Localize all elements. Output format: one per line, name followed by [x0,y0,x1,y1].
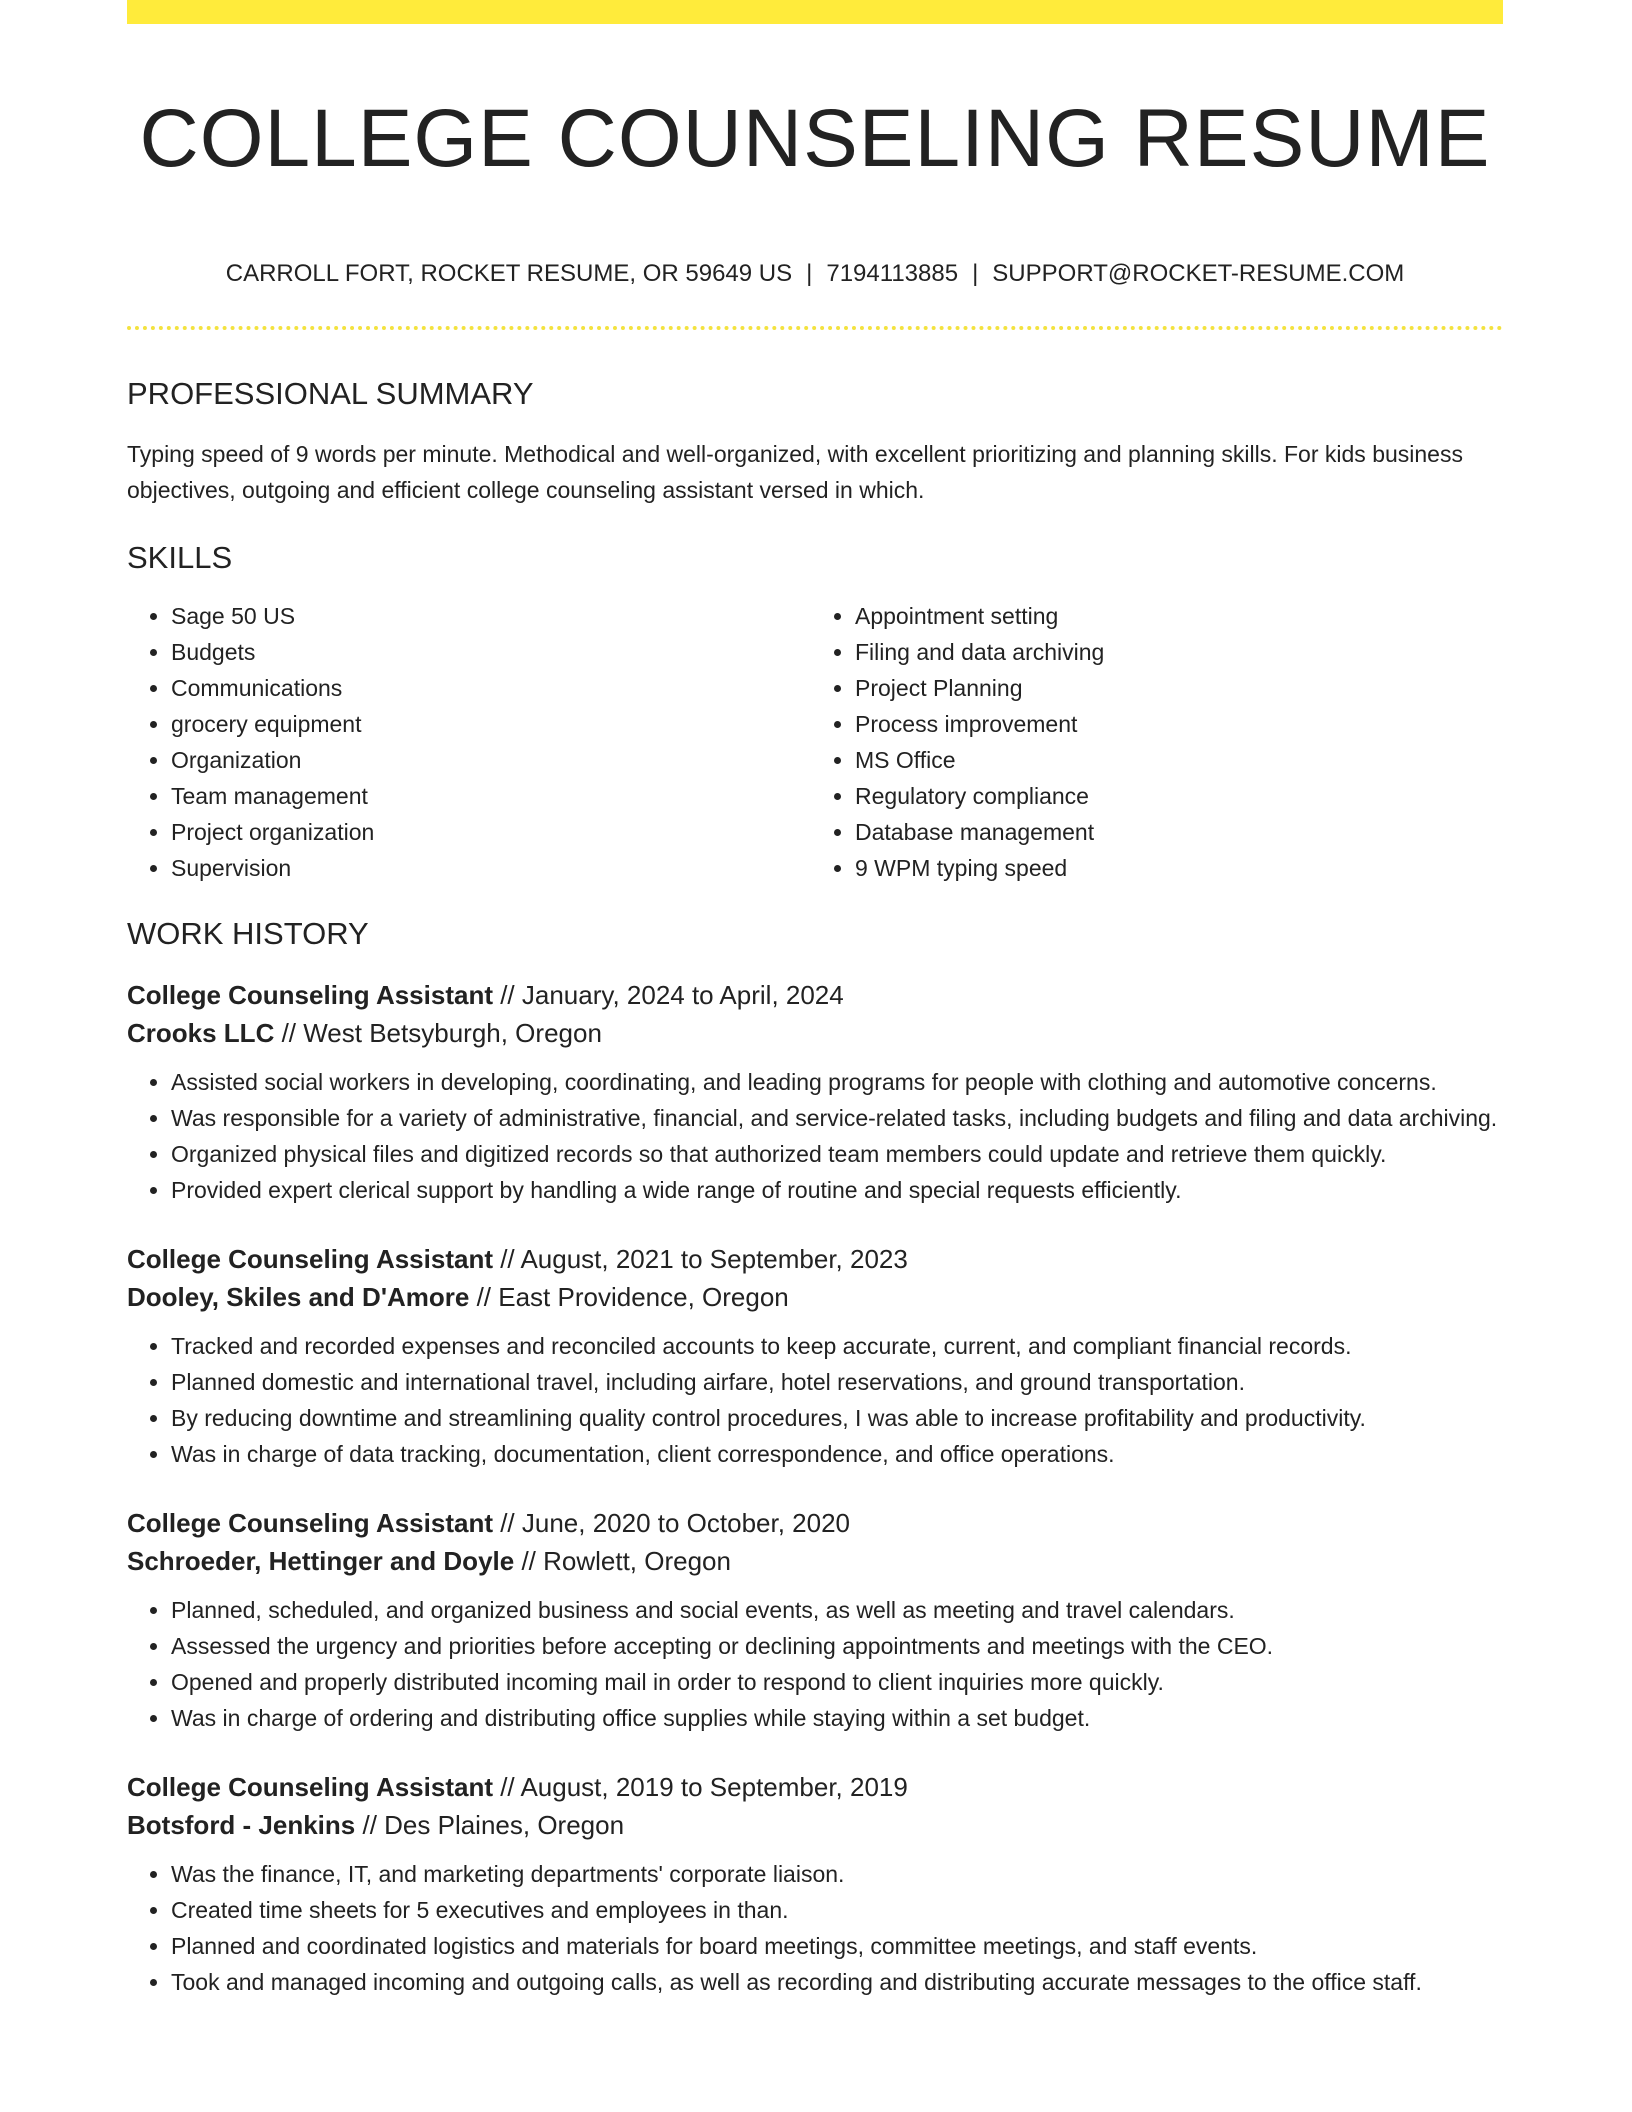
skill-item: • MS Office [855,742,1489,778]
job-location: // Des Plaines, Oregon [355,1810,625,1840]
skill-item: • Appointment setting [855,598,1489,634]
job-bullet: • Created time sheets for 5 executives and employees in than. [171,1892,1503,1928]
job-role: College Counseling Assistant [127,1772,493,1802]
job-dates: // August, 2019 to September, 2019 [492,1772,908,1802]
job-bullet: • Provided expert clerical support by handling a wide range of routine and special requests efficiently. [171,1172,1503,1208]
skill-item: • Database management [855,814,1489,850]
job-dates: // August, 2021 to September, 2023 [492,1244,908,1274]
top-accent-bar [127,0,1503,24]
contact-email: SUPPORT@ROCKET-RESUME.COM [992,260,1405,287]
skill-item: • grocery equipment [171,706,805,742]
job-company: Dooley, Skiles and D'Amore [127,1282,470,1312]
skill-item: • Filing and data archiving [855,634,1489,670]
skill-item: • Process improvement [855,706,1489,742]
resume-page [127,0,1503,2000]
job-bullet: • Opened and properly distributed incoming mail in order to respond to client inquiries more quickly. [171,1664,1503,1700]
job-dates: // January, 2024 to April, 2024 [492,980,844,1010]
job-company: Schroeder, Hettinger and Doyle [127,1546,515,1576]
job-company: Crooks LLC [127,1018,275,1048]
job-bullet: • Took and managed incoming and outgoing calls, as well as recording and distributing accurate messages to the office staff. [171,1964,1503,2000]
job-bullet: • Assisted social workers in developing, coordinating, and leading programs for people with clothing and automotive concerns. [171,1064,1503,1100]
skill-item: • Organization [171,742,805,778]
job-title-line [127,1240,1503,1278]
job-bullets [127,1064,1503,1208]
job-title-line [127,976,1503,1014]
skills-list [127,598,1503,886]
skills-column-left [127,598,805,886]
job-bullet: • Planned and coordinated logistics and materials for board meetings, committee meetings, and staff events. [171,1928,1503,1964]
resume-title: COLLEGE COUNSELING RESUME [139,93,1491,184]
job-bullet: • Planned domestic and international travel, including airfare, hotel reservations, and ground transportation. [171,1364,1503,1400]
job-bullet: • Organized physical files and digitized records so that authorized team members could update and retrieve them quickly. [171,1136,1503,1172]
skill-item: • 9 WPM typing speed [855,850,1489,886]
work-history-heading: WORK HISTORY [127,916,369,951]
job-location: // West Betsyburgh, Oregon [274,1018,602,1048]
job-bullet: • Was the finance, IT, and marketing departments' corporate liaison. [171,1856,1503,1892]
job-entry [127,976,1503,1208]
skill-item: • Sage 50 US [171,598,805,634]
skill-item: • Project organization [171,814,805,850]
job-company: Botsford - Jenkins [127,1810,356,1840]
job-title-line [127,1504,1503,1542]
job-bullet: • Was in charge of ordering and distributing office supplies while staying within a set budget. [171,1700,1503,1736]
job-bullet: • Was in charge of data tracking, documentation, client correspondence, and office operations. [171,1436,1503,1472]
job-company-line [127,1542,1503,1580]
job-bullet: • Was responsible for a variety of administrative, financial, and service-related tasks, including budgets and filing and data archiving. [171,1100,1503,1136]
skills-column-right [805,598,1489,886]
contact-separator: | [806,260,813,287]
job-company-line [127,1806,1503,1844]
contact-phone: 7194113885 [826,260,959,287]
skill-item: • Team management [171,778,805,814]
job-bullet: • By reducing downtime and streamlining quality control procedures, I was able to increase profitability and productivity. [171,1400,1503,1436]
job-bullets [127,1856,1503,2000]
summary-heading: PROFESSIONAL SUMMARY [127,376,534,411]
job-bullets [127,1592,1503,1736]
job-entry [127,1240,1503,1472]
skill-item: • Budgets [171,634,805,670]
job-role: College Counseling Assistant [127,1508,493,1538]
dotted-divider [127,326,1503,330]
contact-separator: | [972,260,979,287]
job-role: College Counseling Assistant [127,1244,493,1274]
job-bullet: • Planned, scheduled, and organized business and social events, as well as meeting and travel calendars. [171,1592,1503,1628]
job-bullet: • Assessed the urgency and priorities before accepting or declining appointments and meetings with the CEO. [171,1628,1503,1664]
job-company-line [127,1278,1503,1316]
job-role: College Counseling Assistant [127,980,493,1010]
contact-address: CARROLL FORT, ROCKET RESUME, OR 59649 US [225,260,793,287]
job-entry [127,1504,1503,1736]
skill-item: • Supervision [171,850,805,886]
job-title-line [127,1768,1503,1806]
contact-line [127,258,1503,290]
skills-heading: SKILLS [127,540,233,575]
work-history-list [127,976,1503,2000]
job-location: // East Providence, Oregon [469,1282,789,1312]
job-bullets [127,1328,1503,1472]
job-location: // Rowlett, Oregon [514,1546,731,1576]
job-entry [127,1768,1503,2000]
skill-item: • Regulatory compliance [855,778,1489,814]
skill-item: • Project Planning [855,670,1489,706]
skill-item: • Communications [171,670,805,706]
job-dates: // June, 2020 to October, 2020 [492,1508,851,1538]
job-company-line [127,1014,1503,1052]
job-bullet: • Tracked and recorded expenses and reconciled accounts to keep accurate, current, and compliant financial records. [171,1328,1503,1364]
summary-text: Typing speed of 9 words per minute. Methodical and well-organized, with excellent prioritizing and planning skills. For kids business objectives, outgoing and efficient college counseling assistant versed in which. [127,441,1463,503]
